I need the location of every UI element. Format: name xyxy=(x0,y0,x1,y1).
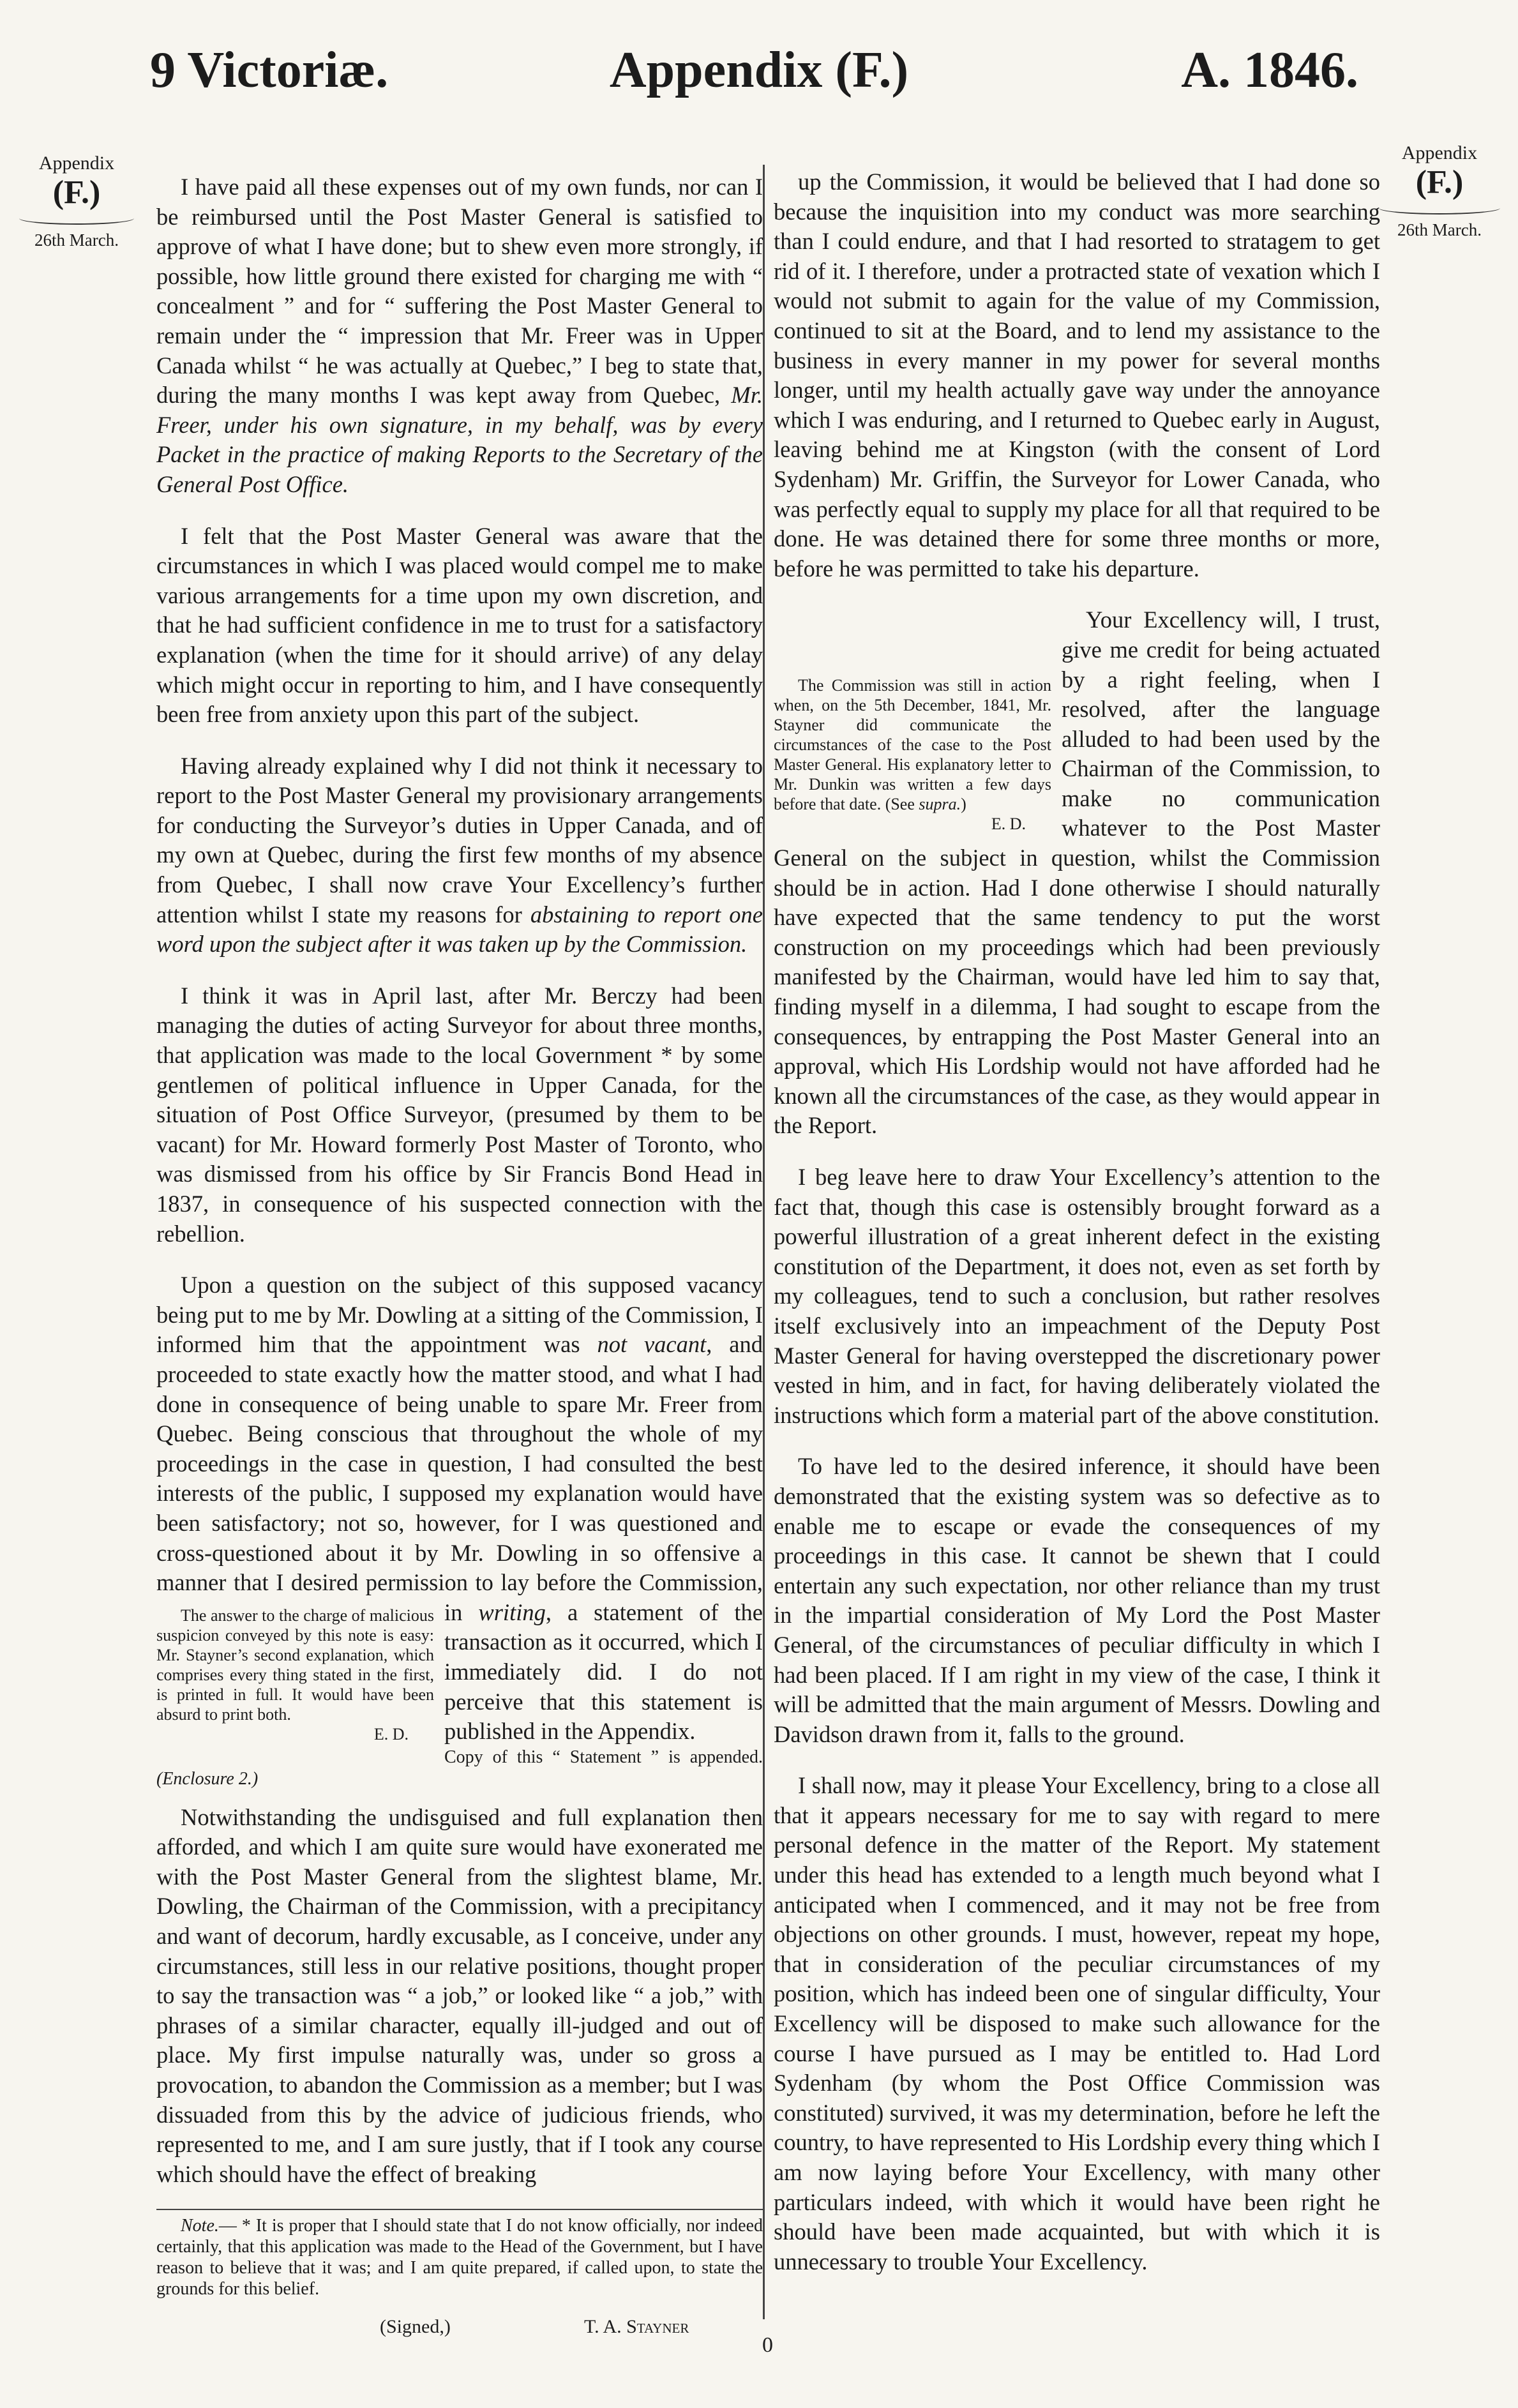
paragraph: To have led to the desired inference, it should have been demonstrated that the existing system was so defective as to enable me to escape or evade the consequences of my proceedings in this case. It cannot be shewn that I could entertain any such expectation, nor other reliance than my trust in the impartial consideration of My Lord the Post Master General, of the circumstances of peculiar difficulty in which I had been placed. If I am right in my view of the case, I think it will be admitted that the main argument of Messrs. Dowling and Davidson drawn from it, falls to the ground. xyxy=(774,1453,1380,1747)
margin-appendix-label: Appendix xyxy=(1401,142,1478,163)
signed-label: (Signed,) xyxy=(380,2316,451,2337)
paragraph: Notwithstanding the undisguised and full explanation then afforded, and which I am quite sure would have exonerated me with the Post Master General from the slightest blame, Mr. Dowling, the Chairman of the Commission, with a precipitancy and want of decorum, hardly excusable, as I conceive, under any circumstances, still less in our relative positions, thought proper to say the transaction was “ a job,” or looked like “ a job,” with phrases of a similar character, equally ill-judged and out of place. My first impulse naturally was, under so gross a provocation, to abandon the Commission as a member; but I was dissuaded from this by the advice of judicious friends, who represented to me, and I am sure justly, that if I took any course which should have the effect of breaking xyxy=(156,1803,763,2187)
header-session: 9 Victoriæ. xyxy=(150,42,389,98)
right-margin-note xyxy=(1372,142,1507,241)
page-header xyxy=(0,35,1518,112)
footnote-label: Note. xyxy=(181,2216,219,2236)
footnote xyxy=(156,2209,763,2299)
margin-appendix-mark: (F.) xyxy=(52,174,101,211)
paragraph: Having already explained why I did not think it necessary to report to the Post Master General my provisionary arrangements for conducting the Surveyor’s duties in Upper Canada, and of my own at Quebec, during the first few months of my absence from Quebec, I shall now crave Your Excellency’s further attention whilst I state my reasons for abstaining to report one word upon the subject after it was taken up by the Commission. xyxy=(156,752,763,958)
editor-initials: E. D. xyxy=(991,815,1026,834)
margin-brace xyxy=(19,212,134,225)
right-column xyxy=(774,167,1380,2298)
signatory-name: T. A. Stayner xyxy=(584,2316,689,2337)
editor-initials: E. D. xyxy=(373,1724,409,1743)
margin-date: 26th March. xyxy=(1397,220,1482,239)
paragraph: I felt that the Post Master General was aware that the circumstances in which I was placed would compel me to make various arrangements for a time upon my own discretion, and that he had sufficient confidence in me to trust for a satisfactory explanation (when the time for it should arrive) of any delay which might occur in reporting to him, and I have consequently been free from anxiety upon this part of the subject. xyxy=(156,522,763,728)
paragraph: The Commission was still in action when, on the 5th December, 1841, Mr. Stayner did communicate the circumstances of the case to the Post Master General. His explanatory letter to Mr. Dunkin was written a few days before that date. (See supra.) E. D. Your Excellency will, I trust, give me credit for being actuated by a right feeling, when I resolved, after the language alluded to had been used by the Chairman of the Commission, to make no communication whatever to the Post Master General on the subject in question, whilst the Commission should be in action. Had I done otherwise I should naturally have expected that the same tendency to put the worst construction on my proceedings which had been previously manifested by the Chairman, would have led him to say that, finding myself in a dilemma, I had sought to escape from the consequences, by entrapping the Post Master General into an approval, which His Lordship would not have afforded had he known all the circumstances of the case, as they would appear in the Report. xyxy=(774,606,1380,1139)
paragraph: up the Commission, it would be believed that I had done so because the inquisition into my conduct was more searching than I could endure, and that I had resorted to stratagem to get rid of it. I therefore, under a protracted state of vexation which I would not submit to again for the value of my Commission, continued to sit at the Board, and to lend my assistance to the business in every manner in my power for several months longer, until my health actually gave way under the annoyance which I was enduring, and I returned to Quebec early in August, leaving behind me at Kingston (with the consent of Lord Sydenham) Mr. Griffin, the Surveyor for Lower Canada, who was perfectly equal to supply my place for all that required to be done. He was detained there for some three months or more, before he was permitted to take his departure. xyxy=(774,169,1380,582)
paragraph: I beg leave here to draw Your Excellency’s attention to the fact that, though this case is ostensibly brought forward as a powerful illustration of a great inherent defect in the existing constitution of the Department, it does not, even as set forth by my colleagues, tend to such a conclusion, but rather resolves itself exclusively into an impeachment of the Deputy Post Master General for having overstepped the discretionary power vested in him, and in fact, for having deliberately violated the instructions which form a material part of the above constitution. xyxy=(774,1164,1380,1428)
header-title: Appendix (F.) xyxy=(609,42,909,98)
paragraph: Upon a question on the subject of this supposed vacancy being put to me by Mr. Dowling at a sitting of the Commission, I informed him that the appointment was not vacant, and proceeded to state exactly how the matter stood, and what I had done in consequence of being unable to spare Mr. Freer from Quebec. Being conscious that throughout the whole of my proceedings in the case in question, I had consulted the best interests of the public, I supposed my explanation would have been satisfactory; not so, however, for I was questioned and cross-questioned about it by Mr. Dowling in so offensive a manner that I desired permission to lay before the Commission, in The answer to the charge of malicious suspicion conveyed by this note is easy: Mr. Stayner’s second explanation, which comprises every thing stated in the first, is printed in full. It would have been absurd to print both. E. D. writing, a statement of the transaction as it occurred, which I immediately did. I do not perceive that this statement is published in the Appendix. xyxy=(156,1272,763,1745)
left-column xyxy=(156,172,763,2211)
margin-appendix-label: Appendix xyxy=(38,153,115,174)
paragraph: I have paid all these expenses out of my own funds, nor can I be reimbursed until the Post Master General is satisfied to approve of what I have done; but to shew even more strongly, if possible, how little ground there existed for charging me with “ concealment ” and for “ suffering the Post Master General to remain under the “ impression that Mr. Freer was in Upper Canada whilst “ he was actually at Quebec,” I beg to state that, during the many months I was kept away from Quebec, Mr. Freer, under his own signature, in my behalf, was by every Packet in the practice of making Reports to the Secretary of the General Post Office. xyxy=(156,174,763,497)
left-margin-note xyxy=(13,152,140,252)
margin-brace xyxy=(1379,202,1500,214)
column-divider xyxy=(763,165,765,2319)
paragraph: I think it was in April last, after Mr. Berczy had been managing the duties of acting Surveyor for about three months, that application was made to the local Government * by some gentlemen of political influence in Upper Canada, for the situation of Post Office Surveyor, (presumed by them to be vacant) for Mr. Howard formerly Post Master of Toronto, who was dismissed from his office by Sir Francis Bond Head in 1837, in consequence of his suspected connection with the rebellion. xyxy=(156,982,763,1247)
margin-appendix-mark: (F.) xyxy=(1415,164,1464,200)
paragraph: I shall now, may it please Your Excellency, bring to a close all that it appears necessary for me to say with regard to mere personal defence in the matter of the Report. My statement under this head has extended to a length much beyond what I anticipated when I commenced, and it may not be free from objections on other grounds. I must, however, repeat my hope, that in consideration of the peculiar circumstances of my position, which has indeed been one of singular difficulty, Your Excellency will be disposed to make such allowance for the course I have pursued as I may be entitled to. Had Lord Sydenham (by whom the Post Office Commission was constituted) survived, it was my determination, before he left the country, to have represented to His Lordship every thing which I am now laying before Your Excellency, with many other particulars indeed, with which it would have been right he should have been made acquainted, but with which it is unnecessary to trouble Your Excellency. xyxy=(774,1772,1380,2275)
editor-side-note: The answer to the charge of malicious suspicion conveyed by this note is easy: Mr. Stayner’s second explanation, which comprises every thing stated in the first, is printed in full. It would have been absurd to print both. E. D. xyxy=(156,1606,434,1743)
page-number: 0 xyxy=(762,2333,773,2357)
editor-side-note: The Commission was still in action when, on the 5th December, 1841, Mr. Stayner did communicate the circumstances of the case to the Post Master General. His explanatory letter to Mr. Dunkin was written a few days before that date. (See supra.) E. D. xyxy=(774,676,1051,834)
header-year: A. 1846. xyxy=(1181,42,1358,98)
footnote-text: — * It is proper that I should state that I do not know officially, nor indeed certainly, that this application was made to the Head of the Government, but I have reason to believe that it was; and I am quite prepared, if called upon, to state the grounds for this belief. xyxy=(156,2216,763,2299)
margin-date: 26th March. xyxy=(34,230,119,250)
copy-statement-note: Copy of this “ Statement ” is appended. (Enclosure 2.) xyxy=(156,1747,763,1789)
